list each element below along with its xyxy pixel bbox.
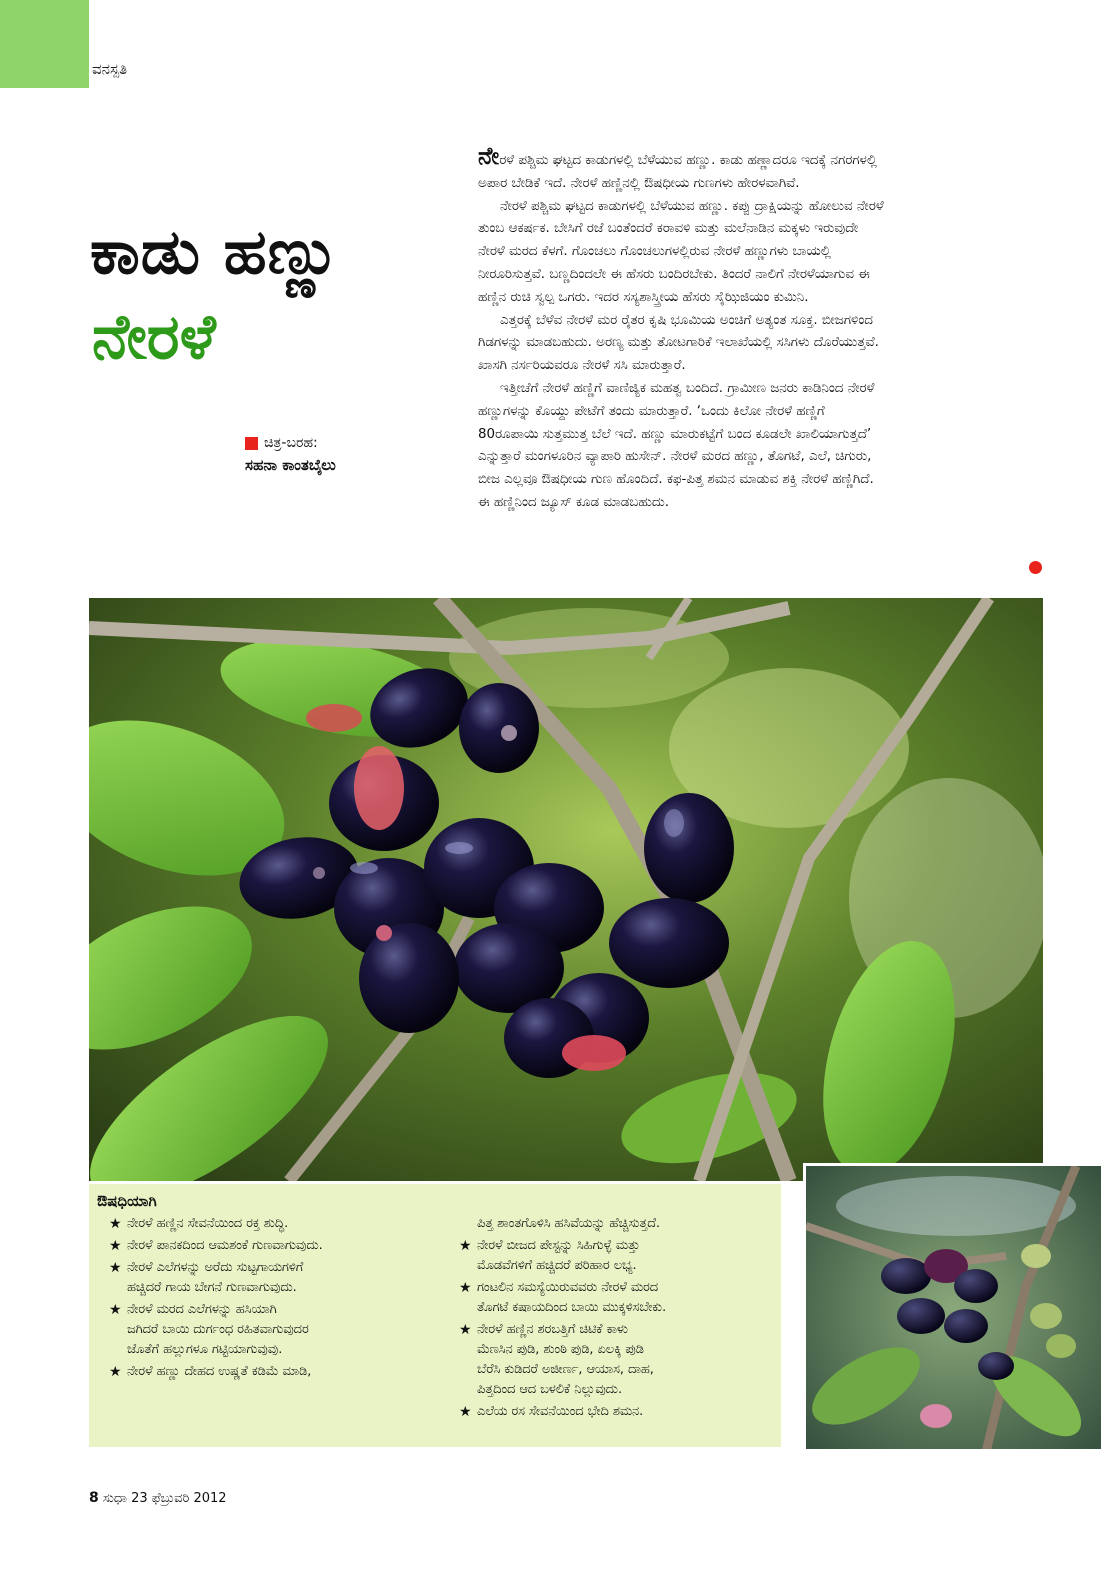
list-item: ★ ಗಂಟಲಿನ ಸಮಸ್ಯೆಯಿರುವವರು ನೇರಳೆ ಮರದ ತೊಗಟೆ ಕಷಾಯದಿಂದ ಬಾಯಿ ಮುಕ್ಕಳಿಸಬೇಕು. (459, 1280, 667, 1315)
list-item: ★ ನೇರಳೆ ಮರದ ಎಲೆಗಳನ್ನು ಹಸಿಯಾಗಿ ಜಗಿದರೆ ಬಾಯಿ ದುರ್ಗಂಧ ರಹಿತವಾಗುವುದರ ಜೊತೆಗೆ ಹಲ್ಲುಗಳೂ ಗಟ್ಟಿಯಾಗುವುವು. (109, 1302, 309, 1357)
star-bullet-icon: ★ (459, 1322, 472, 1338)
page-number: 8 (89, 1490, 99, 1506)
text-line: ಹಣ್ಣುಗಳನ್ನು ಕೊಯ್ದು ಪೇಟೆಗೆ ತಂದು ಮಾರುತ್ತಾರೆ. ‘ಒಂದು ಕಿಲೋ ನೇರಳೆ ಹಣ್ಣಿಗೆ (478, 403, 825, 419)
text-line: ರಳೆ ಪಶ್ಚಿಮ ಘಟ್ಟದ ಕಾಡುಗಳಲ್ಲಿ ಬೆಳೆಯುವ ಹಣ್ಣು. ಕಾಡು ಹಣ್ಣಾದರೂ ಇದಕ್ಕೆ ನಗರಗಳಲ್ಲಿ (499, 153, 877, 168)
list-item: ★ ನೇರಳೆ ಹಣ್ಣಿನ ಸೇವನೆಯಿಂದ ರಕ್ತ ಶುದ್ಧಿ. (109, 1216, 289, 1232)
sidebar-box-medicinal-uses (89, 1184, 781, 1447)
text-line: ಗಿಡಗಳನ್ನು ಮಾಡಬಹುದು. ಅರಣ್ಯ ಮತ್ತು ತೋಟಗಾರಿಕೆ ಇಲಾಖೆಯಲ್ಲಿ ಸಸಿಗಳು ದೊರೆಯುತ್ತವೆ. (478, 335, 879, 351)
star-bullet-icon: ★ (109, 1302, 122, 1318)
author-name: ಸಹನಾ ಕಾಂತಬೈಲು (245, 456, 336, 474)
issue-date: 23 ಫೆಬ್ರುವರಿ 2012 (131, 1491, 227, 1506)
page-footer (89, 1490, 227, 1506)
text-line: ಎನ್ನುತ್ತಾರೆ ಮಂಗಳೂರಿನ ವ್ಯಾಪಾರಿ ಹುಸೇನ್. ನೇರಳೆ ಮರದ ಹಣ್ಣು, ತೊಗಟೆ, ಎಲೆ, ಚಿಗುರು, (478, 449, 872, 465)
box-column-right (459, 1214, 764, 1424)
paragraph (478, 196, 1058, 310)
article-body (478, 142, 1058, 515)
text-line: ತುಂಬ ಆಕರ್ಷಕ. ಬೇಸಿಗೆ ರಜೆ ಬಂತೆಂದರೆ ಕರಾವಳಿ ಮತ್ತು ಮಲೆನಾಡಿನ ಮಕ್ಕಳು ಇರುವುದೇ (478, 221, 859, 237)
list-item: ★ ನೇರಳೆ ಪಾನಕದಿಂದ ಆಮಶಂಕೆ ಗುಣವಾಗುವುದು. (109, 1238, 323, 1254)
text-line: ಅಪಾರ ಬೇಡಿಕೆ ಇದೆ. ನೇರಳೆ ಹಣ್ಣಿನಲ್ಲಿ ಔಷಧೀಯ ಗುಣಗಳು ಹೇರಳವಾಗಿವೆ. (478, 175, 800, 191)
list-item: ★ ಎಲೆಯ ರಸ ಸೇವನೆಯಿಂದ ಭೇದಿ ಶಮನ. (459, 1404, 644, 1420)
star-bullet-icon: ★ (459, 1238, 472, 1254)
text-line: ಇತ್ತೀಚೆಗೆ ನೇರಳೆ ಹಣ್ಣಿಗೆ ವಾಣಿಜ್ಯಿಕ ಮಹತ್ವ ಬಂದಿದೆ. ಗ್ರಾಮೀಣ ಜನರು ಕಾಡಿನಿಂದ ನೇರಳೆ (500, 380, 875, 396)
text-line: ಎತ್ತರಕ್ಕೆ ಬೆಳೆವ ನೇರಳೆ ಮರ ರೈತರ ಕೃಷಿ ಭೂಮಿಯ ಅಂಚಿಗೆ ಅತ್ಯಂತ ಸೂಕ್ತ. ಬೀಜಗಳಿಂದ (500, 312, 873, 328)
list-item: ★ ನೇರಳೆ ಹಣ್ಣಿನ ಶರಬತ್ತಿಗೆ ಚಿಟಿಕೆ ಕಾಳು ಮೆಣಸಿನ ಪುಡಿ, ಶುಂಠಿ ಪುಡಿ, ಏಲಕ್ಕಿ ಪುಡಿ ಬೆರೆಸಿ ಕುಡಿದರೆ ಅಜೀರ್ಣ, ಆಯಾಸ, ದಾಹ, ಪಿತ್ತದಿಂದ ಆದ ಬಳಲಿಕೆ ನಿಲ್ಲುವುದು. (459, 1322, 654, 1397)
headline-line1: ಕಾಡು ಹಣ್ಣು (90, 215, 341, 288)
list-item: ★ ನೇರಳೆ ಹಣ್ಣು ದೇಹದ ಉಷ್ಣತೆ ಕಡಿಮೆ ಮಾಡಿ, (109, 1364, 312, 1380)
star-bullet-icon: ★ (109, 1216, 122, 1232)
list-item-continuation: ಪಿತ್ತ ಶಾಂತಗೊಳಿಸಿ ಹಸಿವೆಯನ್ನು ಹೆಚ್ಚಿಸುತ್ತದೆ. (477, 1216, 661, 1231)
corner-color-block (0, 0, 89, 88)
star-bullet-icon: ★ (109, 1238, 122, 1254)
star-bullet-icon: ★ (459, 1280, 472, 1296)
text-line: ಬೀಜ ಎಲ್ಲವೂ ಔಷಧೀಯ ಗುಣ ಹೊಂದಿದೆ. ಕಫ-ಪಿತ್ತ ಶಮನ ಮಾಡುವ ಶಕ್ತಿ ನೇರಳೆ ಹಣ್ಣಿಗಿದೆ. (478, 472, 874, 488)
star-bullet-icon: ★ (459, 1404, 472, 1420)
side-photo-jamun-branch (803, 1163, 1101, 1449)
red-square-marker (245, 437, 258, 450)
headline-line2: ನೇರಳೆ (92, 300, 216, 373)
paragraph-lead (478, 142, 1058, 196)
text-line: ನೇರಳೆ ಪಶ್ಚಿಮ ಘಟ್ಟದ ಕಾಡುಗಳಲ್ಲಿ ಬೆಳೆಯುವ ಹಣ್ಣು. ಕಪ್ಪು ದ್ರಾಕ್ಷಿಯನ್ನು ಹೋಲುವ ನೇರಳೆ (500, 198, 884, 214)
star-bullet-icon: ★ (109, 1260, 122, 1276)
star-bullet-icon: ★ (109, 1364, 122, 1380)
paragraph (478, 310, 1058, 378)
box-column-left (109, 1214, 429, 1384)
section-label: ವನಸ್ಪತಿ (92, 60, 128, 78)
text-line: ನೇರಳೆ ಮರದ ಕೆಳಗೆ. ಗೊಂಚಲು ಗೊಂಚಲುಗಳಲ್ಲಿರುವ ನೇರಳೆ ಹಣ್ಣುಗಳು ಬಾಯಲ್ಲಿ (478, 244, 831, 260)
byline (245, 432, 465, 476)
main-photo-jamun-cluster (89, 598, 1043, 1181)
list-item: ★ ನೇರಳೆ ಎಲೆಗಳನ್ನು ಅರೆದು ಸುಟ್ಟಗಾಯಗಳಿಗೆ ಹಚ್ಚಿದರೆ ಗಾಯ ಬೇಗನೆ ಗುಣವಾಗುವುದು. (109, 1260, 304, 1295)
text-line: ನೀರೂರಿಸುತ್ತವೆ. ಬಣ್ಣದಿಂದಲೇ ಈ ಹೆಸರು ಬಂದಿರಬೇಕು. ತಿಂದರೆ ನಾಲಿಗೆ ನೇರಳೆಯಾಗುವ ಈ (478, 266, 870, 282)
text-line: ಈ ಹಣ್ಣಿನಿಂದ ಜ್ಯೂಸ್ ಕೂಡ ಮಾಡಬಹುದು. (478, 494, 670, 510)
text-line: ಖಾಸಗಿ ನರ್ಸರಿಯವರೂ ನೇರಳೆ ಸಸಿ ಮಾರುತ್ತಾರೆ. (478, 358, 686, 374)
magazine-name: ಸುಧಾ (102, 1491, 127, 1506)
end-mark-dot (1029, 561, 1042, 574)
paragraph (478, 378, 1058, 515)
text-line: 80ರೂಪಾಯಿ ಸುತ್ತಮುತ್ತ ಬೆಲೆ ಇದೆ. ಹಣ್ಣು ಮಾರುಕಟ್ಟೆಗೆ ಬಂದ ಕೂಡಲೇ ಖಾಲಿಯಾಗುತ್ತದೆ’ (478, 426, 872, 442)
drop-cap: ನೇ (478, 142, 500, 170)
byline-label: ಚಿತ್ರ-ಬರಹ: (264, 435, 318, 451)
box-heading: ಔಷಧಿಯಾಗಿ (97, 1192, 157, 1210)
text-line: ಹಣ್ಣಿನ ರುಚಿ ಸ್ವಲ್ಪ ಒಗರು. ಇದರ ಸಸ್ಯಶಾಸ್ತ್ರೀಯ ಹೆಸರು ಸೈಝಿಜಿಯಂ ಕುಮಿನಿ. (478, 289, 809, 305)
list-item: ★ ನೇರಳೆ ಬೀಜದ ಪೇಸ್ಟನ್ನು ಸಿಹಿಗುಳ್ಳೆ ಮತ್ತು ಮೊಡವೆಗಳಿಗೆ ಹಚ್ಚಿದರೆ ಪರಿಹಾರ ಲಭ್ಯ. (459, 1238, 640, 1273)
